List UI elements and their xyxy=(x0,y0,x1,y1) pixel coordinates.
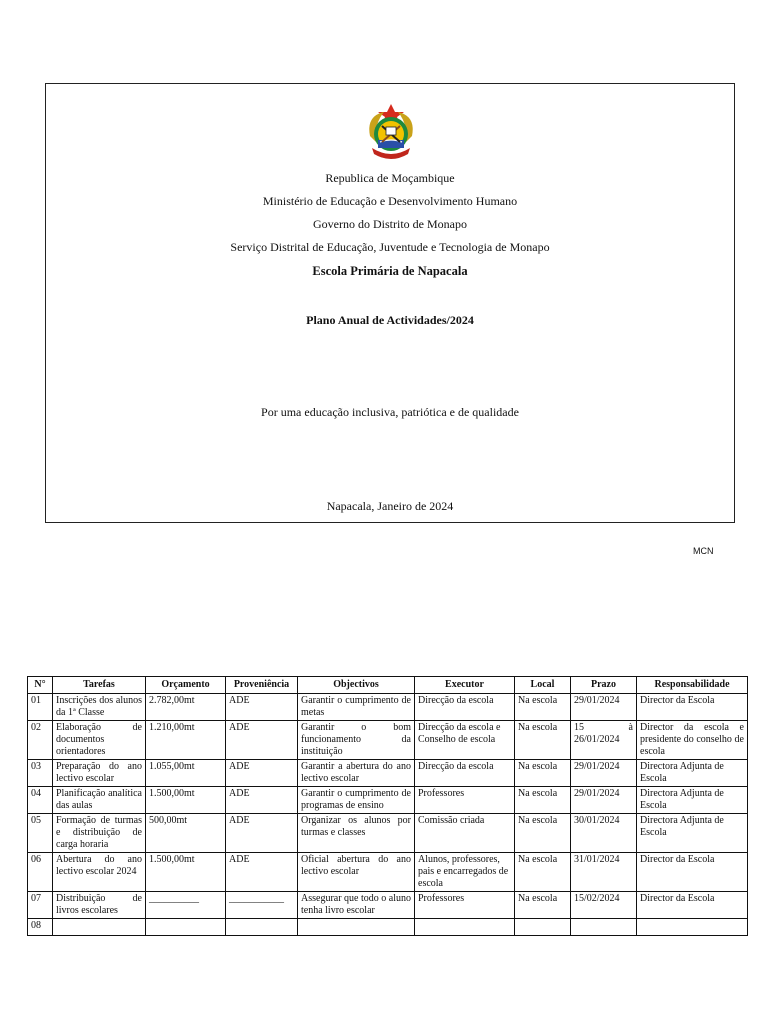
cell-responsibility: Director da escola e presidente do conselho de escola xyxy=(637,721,748,760)
cell-place xyxy=(515,919,571,936)
header-objectives: Objectivos xyxy=(298,677,415,694)
cell-task: Abertura do ano lectivo escolar 2024 xyxy=(53,853,146,892)
cell-responsibility: Director da Escola xyxy=(637,892,748,919)
district-service: Serviço Distrital de Educação, Juventude e Tecnologia de Monapo xyxy=(230,240,550,254)
school-name: Escola Primária de Napacala xyxy=(312,264,468,278)
cell-budget: 2.782,00mt xyxy=(146,694,226,721)
cell-objective: Garantir o bom funcionamento da instituição xyxy=(298,721,415,760)
cell-budget: 1.500,00mt xyxy=(146,787,226,814)
cell-deadline xyxy=(571,919,637,936)
cell-place: Na escola xyxy=(515,814,571,853)
cell-deadline: 30/01/2024 xyxy=(571,814,637,853)
cell-objective xyxy=(298,919,415,936)
cell-number: 03 xyxy=(28,760,53,787)
table-row xyxy=(28,721,748,760)
cell-executor: Professores xyxy=(415,892,515,919)
cell-deadline: 15 à 26/01/2024 xyxy=(571,721,637,760)
cell-objective: Organizar os alunos por turmas e classes xyxy=(298,814,415,853)
cell-source: ADE xyxy=(226,787,298,814)
cell-executor: Direcção da escola xyxy=(415,760,515,787)
cell-task: Planificação analítica das aulas xyxy=(53,787,146,814)
cell-deadline: 31/01/2024 xyxy=(571,853,637,892)
cell-objective: Garantir o cumprimento de metas xyxy=(298,694,415,721)
cell-executor xyxy=(415,919,515,936)
cell-source: ADE xyxy=(226,853,298,892)
mozambique-coat-of-arms-icon xyxy=(362,102,420,164)
motto: Por uma educação inclusiva, patriótica e de qualidade xyxy=(261,405,519,419)
cell-number: 01 xyxy=(28,694,53,721)
header-deadline: Prazo xyxy=(571,677,637,694)
cell-responsibility: Director da Escola xyxy=(637,853,748,892)
cover-page-frame xyxy=(45,83,735,523)
cell-budget xyxy=(146,919,226,936)
table-header-row xyxy=(28,677,748,694)
cell-source: ADE xyxy=(226,760,298,787)
cell-responsibility: Directora Adjunta de Escola xyxy=(637,787,748,814)
cell-budget: 1.055,00mt xyxy=(146,760,226,787)
cell-deadline: 29/01/2024 xyxy=(571,694,637,721)
cell-responsibility: Directora Adjunta de Escola xyxy=(637,814,748,853)
table-row xyxy=(28,694,748,721)
cell-budget: __________ xyxy=(146,892,226,919)
cell-objective: Assegurar que todo o aluno tenha livro escolar xyxy=(298,892,415,919)
table-row xyxy=(28,787,748,814)
cell-task: Elaboração de documentos orientadores xyxy=(53,721,146,760)
cell-number: 08 xyxy=(28,919,53,936)
cell-task: Preparação do ano lectivo escolar xyxy=(53,760,146,787)
cell-budget: 1.210,00mt xyxy=(146,721,226,760)
cell-number: 05 xyxy=(28,814,53,853)
cell-budget: 500,00mt xyxy=(146,814,226,853)
header-place: Local xyxy=(515,677,571,694)
author-initials: MCN xyxy=(693,546,714,556)
table-row xyxy=(28,853,748,892)
country-name: Republica de Moçambique xyxy=(325,171,455,185)
cell-number: 02 xyxy=(28,721,53,760)
cell-place: Na escola xyxy=(515,694,571,721)
cell-place: Na escola xyxy=(515,721,571,760)
header-responsibility: Responsabilidade xyxy=(637,677,748,694)
cell-task: Distribuição de livros escolares xyxy=(53,892,146,919)
cell-source: ADE xyxy=(226,814,298,853)
cell-executor: Professores xyxy=(415,787,515,814)
table-row xyxy=(28,892,748,919)
district-government: Governo do Distrito de Monapo xyxy=(313,217,467,231)
cell-number: 04 xyxy=(28,787,53,814)
cell-responsibility: Director da Escola xyxy=(637,694,748,721)
cell-number: 07 xyxy=(28,892,53,919)
cell-responsibility: Directora Adjunta de Escola xyxy=(637,760,748,787)
cell-task: Formação de turmas e distribuição de carga horaria xyxy=(53,814,146,853)
cell-executor: Direcção da escola e Conselho de escola xyxy=(415,721,515,760)
header-executor: Executor xyxy=(415,677,515,694)
cell-executor: Comissão criada xyxy=(415,814,515,853)
cell-place: Na escola xyxy=(515,760,571,787)
ministry-name: Ministério de Educação e Desenvolvimento Humano xyxy=(262,194,518,208)
cell-objective: Garantir a abertura do ano lectivo escolar xyxy=(298,760,415,787)
cell-objective: Oficial abertura do ano lectivo escolar xyxy=(298,853,415,892)
cell-deadline: 15/02/2024 xyxy=(571,892,637,919)
cell-place: Na escola xyxy=(515,787,571,814)
cell-source: ADE xyxy=(226,694,298,721)
cell-source xyxy=(226,919,298,936)
cell-executor: Alunos, professores, pais e encarregados de escola xyxy=(415,853,515,892)
cell-executor: Direcção da escola xyxy=(415,694,515,721)
plan-title: Plano Anual de Actividades/2024 xyxy=(306,313,474,327)
table-row xyxy=(28,919,748,936)
cell-number: 06 xyxy=(28,853,53,892)
activities-table xyxy=(27,676,748,936)
cell-task: Inscrições dos alunos da 1ª Classe xyxy=(53,694,146,721)
cell-source: ADE xyxy=(226,721,298,760)
table-row xyxy=(28,760,748,787)
cell-responsibility xyxy=(637,919,748,936)
place-date: Napacala, Janeiro de 2024 xyxy=(326,499,454,513)
cell-deadline: 29/01/2024 xyxy=(571,787,637,814)
header-source: Proveniência xyxy=(226,677,298,694)
cell-task xyxy=(53,919,146,936)
cell-deadline: 29/01/2024 xyxy=(571,760,637,787)
header-number: N° xyxy=(28,677,53,694)
cell-place: Na escola xyxy=(515,892,571,919)
header-tasks: Tarefas xyxy=(53,677,146,694)
header-budget: Orçamento xyxy=(146,677,226,694)
cell-source: ___________ xyxy=(226,892,298,919)
cell-objective: Garantir o cumprimento de programas de ensino xyxy=(298,787,415,814)
table-row xyxy=(28,814,748,853)
cell-place: Na escola xyxy=(515,853,571,892)
cell-budget: 1.500,00mt xyxy=(146,853,226,892)
